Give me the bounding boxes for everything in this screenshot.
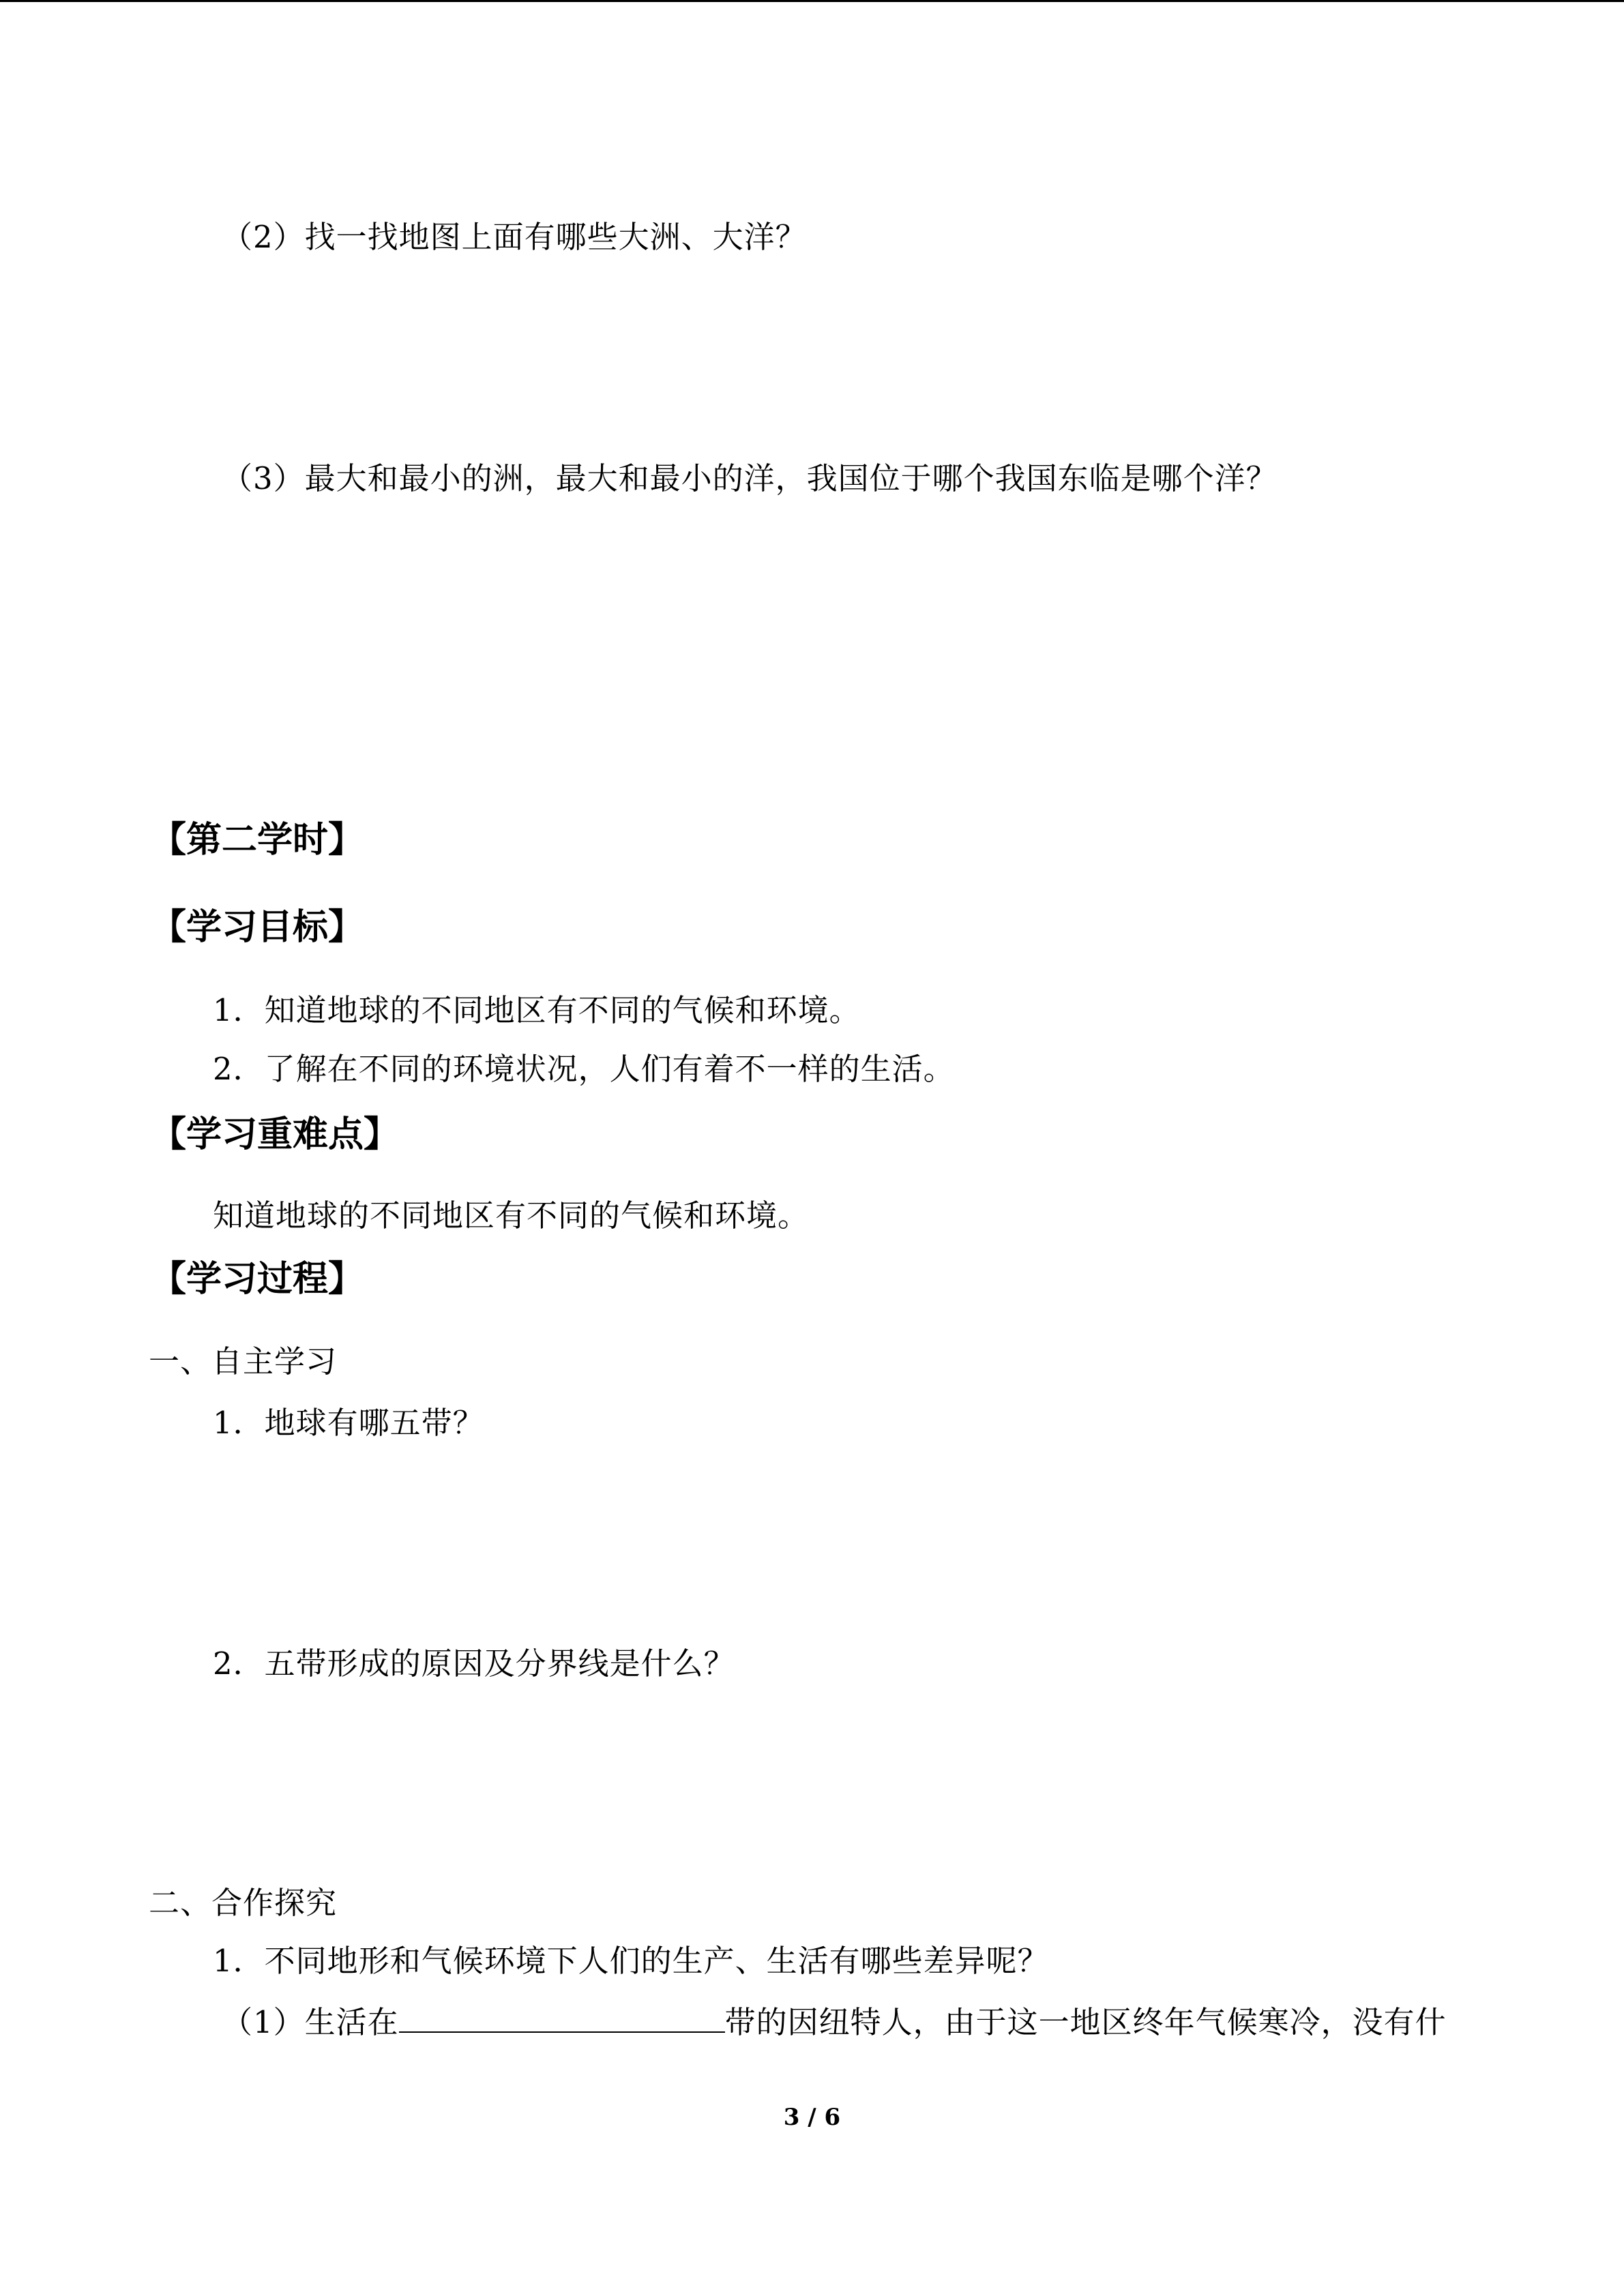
objective-1: 1．知道地球的不同地区有不同的气候和环境。	[213, 992, 861, 1028]
question-3: （3）最大和最小的洲，最大和最小的洋，我国位于哪个我国东临是哪个洋？	[222, 460, 1278, 496]
objective-2: 2．了解在不同的环境状况，人们有着不一样的生活。	[213, 1051, 955, 1087]
inquiry-sub-question-1	[222, 2006, 1447, 2038]
key-point-text: 知道地球的不同地区有不同的气候和环境。	[213, 1197, 810, 1234]
fill-in-suffix: 带的因纽特人，由于这一地区终年气候寒冷，没有什	[724, 2004, 1447, 2040]
fill-in-blank[interactable]	[399, 2006, 725, 2033]
question-2: （2）找一找地图上面有哪些大洲、大洋？	[222, 219, 807, 255]
top-border-line	[0, 0, 1624, 2]
inquiry-question-1: 1．不同地形和气候环境下人们的生产、生活有哪些差异呢？	[213, 1943, 1049, 1979]
heading-second-period: 【第二学时】	[151, 820, 364, 861]
heading-learning-process: 【学习过程】	[151, 1259, 364, 1300]
page-number: 3 / 6	[783, 2104, 841, 2131]
fill-in-prefix: （1）生活在	[222, 2004, 399, 2040]
heading-key-points: 【学习重难点】	[151, 1114, 400, 1155]
heading-learning-objectives: 【学习目标】	[151, 907, 364, 948]
section-cooperative-inquiry: 二、合作探究	[149, 1885, 338, 1921]
self-study-question-1: 1．地球有哪五带？	[213, 1405, 484, 1441]
self-study-question-2: 2．五带形成的原因及分界线是什么？	[213, 1645, 735, 1682]
section-self-study: 一、自主学习	[149, 1343, 338, 1380]
